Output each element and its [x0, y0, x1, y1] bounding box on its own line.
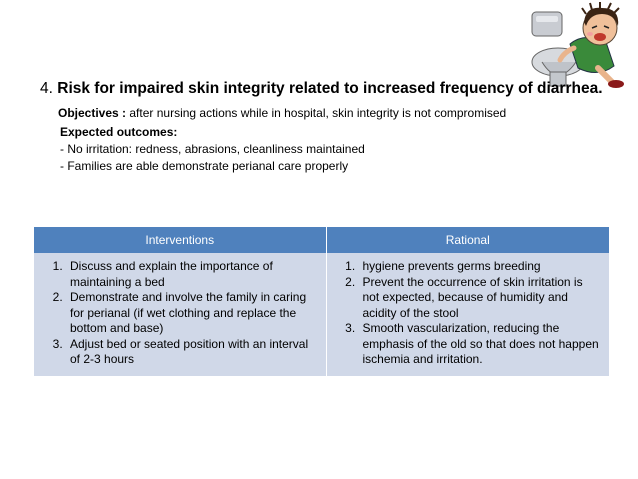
list-item: 3. Smooth vascularization, reducing the emphasis of the old so that does not happen ischemia and irritation. [359, 321, 602, 368]
list-item: 3. Adjust bed or seated position with an interval of 2-3 hours [66, 337, 318, 368]
expected-outcome-item: - No irritation: redness, abrasions, cleanliness maintained [60, 142, 365, 156]
expected-outcomes [60, 124, 365, 175]
list-item: 2. Prevent the occurrence of skin irritation is not expected, because of humidity and acidity of the stool [359, 275, 602, 322]
interventions-table [34, 227, 609, 376]
expected-outcome-item: - Families are able demonstrate perianal care properly [60, 159, 349, 173]
heading-number: 4. [40, 80, 53, 97]
header-rational: Rational [326, 227, 609, 253]
rational-list [331, 259, 602, 368]
list-item: 1. Discuss and explain the importance of maintaining a bed [66, 259, 318, 290]
heading-title: Risk for impaired skin integrity related to increased frequency of diarrhea. [57, 80, 603, 97]
interventions-cell [34, 253, 326, 376]
expected-outcomes-label: Expected outcomes: [60, 125, 178, 139]
table-header-row [34, 227, 609, 253]
page-heading [40, 80, 603, 98]
list-item: 2. Demonstrate and involve the family in caring for perianal (if wet clothing and replace the bottom and base) [66, 290, 318, 337]
objectives-text: after nursing actions while in hospital, skin integrity is not compromised [129, 106, 507, 120]
rational-cell [326, 253, 609, 376]
objectives-label: Objectives : [58, 106, 127, 120]
interventions-list [38, 259, 318, 368]
objectives-line [58, 106, 506, 120]
toilet-child-clipart-icon [528, 2, 636, 90]
list-item: 1. hygiene prevents germs breeding [359, 259, 602, 275]
table-row [34, 253, 609, 376]
header-interventions: Interventions [34, 227, 326, 253]
